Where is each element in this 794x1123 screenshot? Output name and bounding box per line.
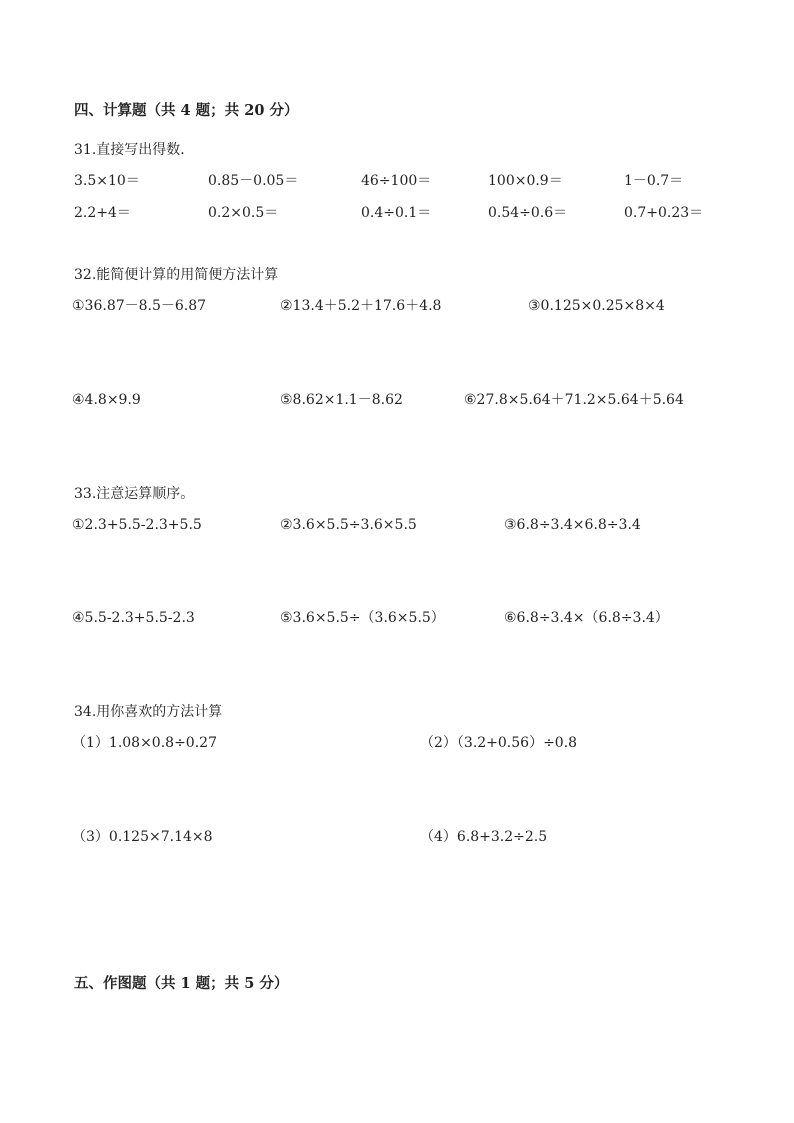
problem: ③6.8÷3.4×6.8÷3.4 xyxy=(504,517,641,533)
problem: 0.2×0.5＝ xyxy=(208,205,279,221)
problem: 3.5×10＝ xyxy=(74,173,140,189)
problem: ⑤3.6×5.5÷（3.6×5.5） xyxy=(280,610,445,626)
problem: （4）6.8+3.2÷2.5 xyxy=(420,829,548,845)
problem: 0.7+0.23＝ xyxy=(624,205,704,221)
question-31-title: 31.直接写出得数. xyxy=(74,142,185,158)
problem: ④5.5-2.3+5.5-2.3 xyxy=(72,610,195,626)
problem: 1－0.7＝ xyxy=(624,173,684,189)
problem: ②3.6×5.5÷3.6×5.5 xyxy=(280,517,417,533)
problem: ①2.3+5.5-2.3+5.5 xyxy=(72,517,202,533)
problem: ②13.4＋5.2＋17.6＋4.8 xyxy=(280,298,442,314)
question-34-title: 34.用你喜欢的方法计算 xyxy=(74,704,223,720)
problem: ④4.8×9.9 xyxy=(72,392,141,408)
problem: 100×0.9＝ xyxy=(488,173,563,189)
problem: ⑥6.8÷3.4×（6.8÷3.4） xyxy=(504,610,669,626)
problem: ⑤8.62×1.1－8.62 xyxy=(280,392,403,408)
problem: （1）1.08×0.8÷0.27 xyxy=(72,735,217,751)
question-33-title: 33.注意运算顺序。 xyxy=(74,486,195,502)
problem: 2.2+4＝ xyxy=(74,205,131,221)
problem: 0.85－0.05＝ xyxy=(208,173,299,189)
problem: ③0.125×0.25×8×4 xyxy=(528,298,665,314)
problem: ⑥27.8×5.64＋71.2×5.64＋5.64 xyxy=(464,392,684,408)
problem: 46÷100＝ xyxy=(361,173,432,189)
problem: （2）（3.2+0.56）÷0.8 xyxy=(420,735,578,751)
section-4-heading: 四、计算题（共 4 题；共 20 分） xyxy=(74,102,299,119)
question-32-title: 32.能简便计算的用简便方法计算 xyxy=(74,267,279,283)
problem: 0.4÷0.1＝ xyxy=(361,205,432,221)
problem: （3）0.125×7.14×8 xyxy=(72,829,213,845)
section-5-heading: 五、作图题（共 1 题；共 5 分） xyxy=(74,975,289,992)
problem: ①36.87－8.5－6.87 xyxy=(72,298,207,314)
problem: 0.54÷0.6＝ xyxy=(488,205,568,221)
